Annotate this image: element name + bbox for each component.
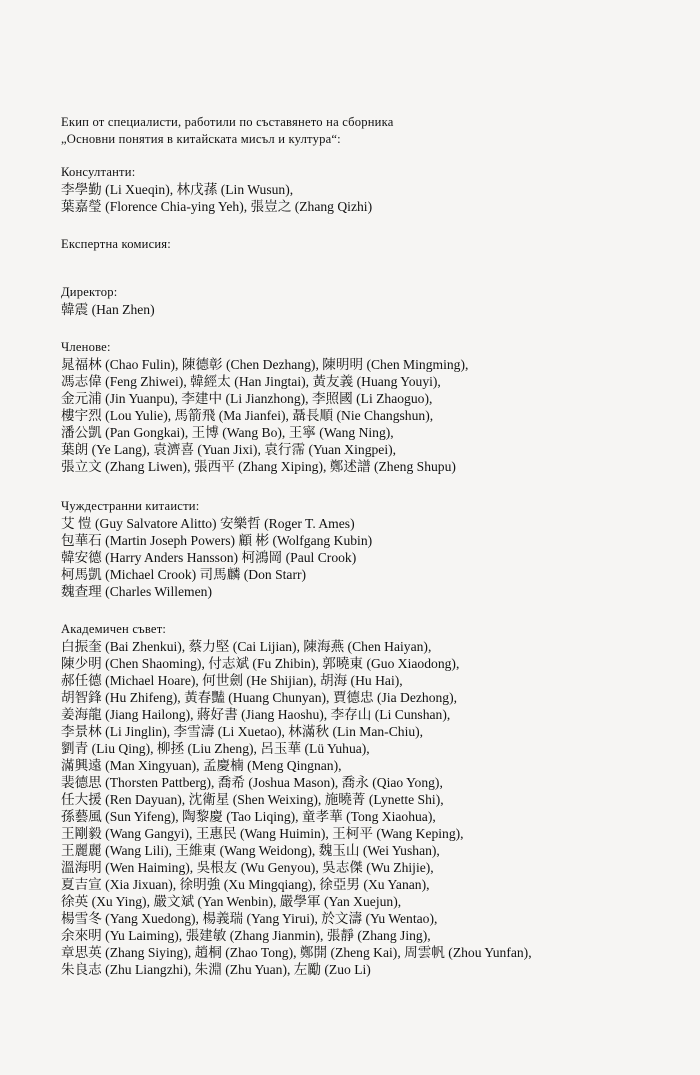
expert-commission-heading: Експертна комисия: (61, 237, 171, 251)
academic-line: 劉青 (Liu Qing), 柳拯 (Liu Zheng), 呂玉華 (Lü Yuhua), (61, 741, 370, 756)
foreign-line: 韓安德 (Harry Anders Hansson) 柯鴻岡 (Paul Crook) (61, 550, 357, 565)
academic-line: 徐英 (Xu Ying), 嚴文斌 (Yan Wenbin), 嚴學軍 (Yan Xuejun), (61, 894, 402, 909)
academic-line: 余來明 (Yu Laiming), 張建敏 (Zhang Jianmin), 張靜 (Zhang Jing), (61, 928, 431, 943)
members-heading: Членове: (61, 340, 111, 354)
members-line: 樓宇烈 (Lou Yulie), 馬箭飛 (Ma Jianfei), 聶長順 (Nie Changshun), (61, 408, 434, 423)
academic-line: 胡智鋒 (Hu Zhifeng), 黃春豔 (Huang Chunyan), 賈德忠 (Jia Dezhong), (61, 690, 458, 705)
academic-line: 陳少明 (Chen Shaoming), 付志斌 (Fu Zhibin), 郭曉東 (Guo Xiaodong), (61, 656, 460, 671)
academic-line: 白振奎 (Bai Zhenkui), 蔡力堅 (Cai Lijian), 陳海燕 (Chen Haiyan), (61, 639, 432, 654)
foreign-line: 柯馬凱 (Michael Crook) 司馬麟 (Don Starr) (61, 567, 307, 582)
consultants-line: 葉嘉瑩 (Florence Chia-ying Yeh), 張豈之 (Zhang Qizhi) (61, 199, 373, 214)
page-content (61, 114, 661, 978)
members-line: 張立文 (Zhang Liwen), 張西平 (Zhang Xiping), 鄭述譜 (Zheng Shupu) (61, 459, 456, 474)
director-heading: Директор: (61, 285, 118, 299)
academic-line: 滿興遠 (Man Xingyuan), 孟慶楠 (Meng Qingnan), (61, 758, 342, 773)
foreign-line: 魏查理 (Charles Willemen) (61, 584, 212, 599)
academic-line: 裴德思 (Thorsten Pattberg), 喬希 (Joshua Mason), 喬永 (Qiao Yong), (61, 775, 443, 790)
academic-line: 李景林 (Li Jinglin), 李雪濤 (Li Xuetao), 林滿秋 (Lin Man-Chiu), (61, 724, 424, 739)
intro-line-1: Екип от специалисти, работили по съставянето на сборника (61, 115, 394, 129)
academic-line: 姜海龍 (Jiang Hailong), 蔣好書 (Jiang Haoshu), 李存山 (Li Cunshan), (61, 707, 451, 722)
foreign-sinologists-heading: Чуждестранни китаисти: (61, 499, 200, 513)
academic-line: 夏吉宣 (Xia Jixuan), 徐明強 (Xu Mingqiang), 徐亞男 (Xu Yanan), (61, 877, 430, 892)
academic-line: 郝任德 (Michael Hoare), 何世劍 (He Shijian), 胡海 (Hu Hai), (61, 673, 403, 688)
academic-line: 王麗麗 (Wang Lili), 王維東 (Wang Weidong), 魏玉山 (Wei Yushan), (61, 843, 440, 858)
members-line: 晁福林 (Chao Fulin), 陳德彰 (Chen Dezhang), 陳明明 (Chen Mingming), (61, 357, 469, 372)
academic-line: 孫藝風 (Sun Yifeng), 陶黎慶 (Tao Liqing), 童孝華 (Tong Xiaohua), (61, 809, 436, 824)
foreign-line: 包華石 (Martin Joseph Powers) 顧 彬 (Wolfgang Kubin) (61, 533, 373, 548)
consultants-heading: Консултанти: (61, 165, 136, 179)
academic-line: 王剛毅 (Wang Gangyi), 王惠民 (Wang Huimin), 王柯平 (Wang Keping), (61, 826, 464, 841)
academic-council-heading: Академичен съвет: (61, 622, 167, 636)
members-line: 潘公凱 (Pan Gongkai), 王博 (Wang Bo), 王寧 (Wang Ning), (61, 425, 394, 440)
academic-line: 朱良志 (Zhu Liangzhi), 朱淵 (Zhu Yuan), 左勵 (Zuo Li) (61, 962, 371, 977)
intro-line-2: „Основни понятия в китайската мисъл и култура“: (61, 132, 341, 146)
members-line: 金元浦 (Jin Yuanpu), 李建中 (Li Jianzhong), 李照國 (Li Zhaoguo), (61, 391, 433, 406)
academic-line: 溫海明 (Wen Haiming), 吳根友 (Wu Genyou), 吳志傑 (Wu Zhijie), (61, 860, 434, 875)
consultants-line: 李學勤 (Li Xueqin), 林戊蓀 (Lin Wusun), (61, 182, 294, 197)
foreign-line: 艾 愷 (Guy Salvatore Alitto) 安樂哲 (Roger T. Ames) (61, 516, 355, 531)
academic-line: 任大援 (Ren Dayuan), 沈衛星 (Shen Weixing), 施曉菁 (Lynette Shi), (61, 792, 444, 807)
members-line: 馮志偉 (Feng Zhiwei), 韓經太 (Han Jingtai), 黃友義 (Huang Youyi), (61, 374, 441, 389)
members-line: 葉朗 (Ye Lang), 袁濟喜 (Yuan Jixi), 袁行霈 (Yuan Xingpei), (61, 442, 397, 457)
academic-line: 楊雪冬 (Yang Xuedong), 楊義瑞 (Yang Yirui), 於文濤 (Yu Wentao), (61, 911, 438, 926)
academic-line: 章思英 (Zhang Siying), 趙桐 (Zhao Tong), 鄭開 (Zheng Kai), 周雲帆 (Zhou Yunfan), (61, 945, 532, 960)
director-line: 韓震 (Han Zhen) (61, 302, 155, 317)
